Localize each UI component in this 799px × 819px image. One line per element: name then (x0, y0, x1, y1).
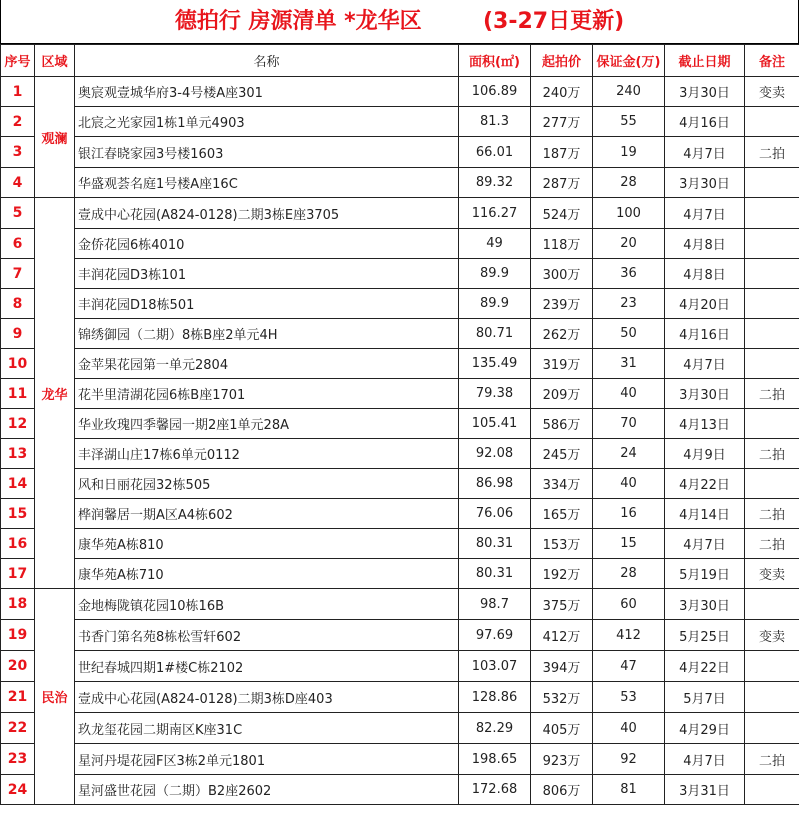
cell-price: 209万 (531, 379, 593, 409)
cell-name: 康华苑A栋710 (75, 559, 459, 589)
header-row (1, 45, 799, 77)
cell-seq: 15 (1, 499, 35, 529)
cell-deposit: 92 (593, 744, 665, 775)
cell-remark: 二拍 (745, 499, 799, 529)
cell-deposit: 16 (593, 499, 665, 529)
cell-seq: 16 (1, 529, 35, 559)
cell-seq: 22 (1, 713, 35, 744)
cell-seq: 12 (1, 409, 35, 439)
table-row (1, 168, 799, 198)
cell-remark (745, 775, 799, 805)
cell-seq: 2 (1, 107, 35, 137)
cell-seq: 19 (1, 620, 35, 651)
header-remark: 备注 (745, 45, 799, 77)
cell-deposit: 31 (593, 349, 665, 379)
header-seq: 序号 (1, 45, 35, 77)
cell-remark (745, 469, 799, 499)
cell-name: 银江春晓家园3号楼1603 (75, 137, 459, 168)
table-row (1, 499, 799, 529)
cell-deposit: 40 (593, 713, 665, 744)
cell-deposit: 70 (593, 409, 665, 439)
cell-remark: 变卖 (745, 620, 799, 651)
cell-deposit: 412 (593, 620, 665, 651)
cell-deposit: 15 (593, 529, 665, 559)
cell-remark (745, 651, 799, 682)
cell-seq: 8 (1, 289, 35, 319)
cell-area: 98.7 (459, 589, 531, 620)
cell-area: 92.08 (459, 439, 531, 469)
cell-remark (745, 713, 799, 744)
cell-remark: 变卖 (745, 77, 799, 107)
cell-area: 81.3 (459, 107, 531, 137)
cell-seq: 9 (1, 319, 35, 349)
cell-deadline: 3月30日 (665, 168, 745, 198)
cell-deadline: 3月31日 (665, 775, 745, 805)
table-row (1, 409, 799, 439)
cell-seq: 23 (1, 744, 35, 775)
cell-deposit: 53 (593, 682, 665, 713)
cell-seq: 3 (1, 137, 35, 168)
cell-name: 风和日丽花园32栋505 (75, 469, 459, 499)
cell-area: 103.07 (459, 651, 531, 682)
listing-table (0, 44, 799, 805)
table-row (1, 559, 799, 589)
cell-deadline: 4月7日 (665, 744, 745, 775)
cell-deadline: 3月30日 (665, 379, 745, 409)
cell-name: 玖龙玺花园二期南区K座31C (75, 713, 459, 744)
cell-deadline: 4月16日 (665, 107, 745, 137)
cell-area: 198.65 (459, 744, 531, 775)
cell-price: 532万 (531, 682, 593, 713)
table-row (1, 682, 799, 713)
cell-name: 金苹果花园第一单元2804 (75, 349, 459, 379)
cell-deadline: 4月13日 (665, 409, 745, 439)
cell-remark (745, 319, 799, 349)
cell-name: 书香门第名苑8栋松雪轩602 (75, 620, 459, 651)
cell-price: 187万 (531, 137, 593, 168)
table-row (1, 620, 799, 651)
cell-name: 北宸之光家园1栋1单元4903 (75, 107, 459, 137)
cell-seq: 14 (1, 469, 35, 499)
cell-area: 116.27 (459, 198, 531, 229)
cell-name: 金地梅陇镇花园10栋16B (75, 589, 459, 620)
cell-area: 66.01 (459, 137, 531, 168)
cell-deposit: 24 (593, 439, 665, 469)
cell-deposit: 36 (593, 259, 665, 289)
cell-remark: 二拍 (745, 379, 799, 409)
cell-price: 277万 (531, 107, 593, 137)
table-row (1, 198, 799, 229)
cell-remark (745, 198, 799, 229)
cell-deposit: 240 (593, 77, 665, 107)
cell-seq: 1 (1, 77, 35, 107)
cell-deadline: 4月22日 (665, 651, 745, 682)
cell-name: 星河丹堤花园F区3栋2单元1801 (75, 744, 459, 775)
cell-deposit: 20 (593, 229, 665, 259)
cell-price: 118万 (531, 229, 593, 259)
cell-remark: 二拍 (745, 439, 799, 469)
cell-price: 240万 (531, 77, 593, 107)
cell-name: 华盛观荟名庭1号楼A座16C (75, 168, 459, 198)
cell-district: 观澜 (35, 77, 75, 198)
cell-remark (745, 289, 799, 319)
table-row (1, 469, 799, 499)
cell-deadline: 4月14日 (665, 499, 745, 529)
table-row (1, 349, 799, 379)
cell-deposit: 28 (593, 168, 665, 198)
page-title: 德拍行 房源清单 *龙华区 (3-27日更新) (0, 0, 799, 44)
cell-area: 89.9 (459, 289, 531, 319)
cell-deposit: 55 (593, 107, 665, 137)
cell-area: 89.9 (459, 259, 531, 289)
cell-price: 239万 (531, 289, 593, 319)
cell-remark (745, 168, 799, 198)
header-price: 起拍价 (531, 45, 593, 77)
cell-deadline: 5月25日 (665, 620, 745, 651)
cell-seq: 6 (1, 229, 35, 259)
cell-area: 49 (459, 229, 531, 259)
table-row (1, 379, 799, 409)
cell-remark: 二拍 (745, 137, 799, 168)
cell-remark (745, 349, 799, 379)
cell-district: 龙华 (35, 198, 75, 589)
cell-area: 80.31 (459, 559, 531, 589)
cell-name: 壹成中心花园(A824-0128)二期3栋D座403 (75, 682, 459, 713)
table-row (1, 319, 799, 349)
cell-price: 375万 (531, 589, 593, 620)
cell-area: 76.06 (459, 499, 531, 529)
cell-price: 153万 (531, 529, 593, 559)
table-row (1, 775, 799, 805)
cell-remark (745, 229, 799, 259)
cell-area: 128.86 (459, 682, 531, 713)
cell-remark: 变卖 (745, 559, 799, 589)
cell-deadline: 4月16日 (665, 319, 745, 349)
cell-area: 79.38 (459, 379, 531, 409)
cell-price: 287万 (531, 168, 593, 198)
cell-seq: 17 (1, 559, 35, 589)
cell-deadline: 4月8日 (665, 229, 745, 259)
cell-name: 花半里清湖花园6栋B座1701 (75, 379, 459, 409)
cell-remark (745, 409, 799, 439)
table-row (1, 651, 799, 682)
table-body (1, 77, 799, 805)
cell-price: 334万 (531, 469, 593, 499)
table-row (1, 259, 799, 289)
cell-deadline: 4月7日 (665, 349, 745, 379)
cell-deadline: 5月19日 (665, 559, 745, 589)
cell-deadline: 3月30日 (665, 589, 745, 620)
cell-seq: 11 (1, 379, 35, 409)
cell-deposit: 60 (593, 589, 665, 620)
cell-deposit: 47 (593, 651, 665, 682)
cell-remark (745, 259, 799, 289)
table-row (1, 713, 799, 744)
cell-area: 80.71 (459, 319, 531, 349)
table-row (1, 77, 799, 107)
cell-name: 丰润花园D3栋101 (75, 259, 459, 289)
cell-deposit: 81 (593, 775, 665, 805)
cell-area: 97.69 (459, 620, 531, 651)
table-row (1, 744, 799, 775)
cell-price: 192万 (531, 559, 593, 589)
cell-area: 80.31 (459, 529, 531, 559)
cell-deposit: 100 (593, 198, 665, 229)
cell-name: 康华苑A栋810 (75, 529, 459, 559)
cell-deadline: 4月9日 (665, 439, 745, 469)
cell-seq: 7 (1, 259, 35, 289)
cell-remark (745, 589, 799, 620)
cell-price: 394万 (531, 651, 593, 682)
cell-deadline: 4月22日 (665, 469, 745, 499)
cell-deposit: 19 (593, 137, 665, 168)
cell-deposit: 23 (593, 289, 665, 319)
cell-seq: 24 (1, 775, 35, 805)
cell-area: 135.49 (459, 349, 531, 379)
header-district: 区域 (35, 45, 75, 77)
cell-deadline: 5月7日 (665, 682, 745, 713)
cell-price: 412万 (531, 620, 593, 651)
cell-price: 319万 (531, 349, 593, 379)
cell-price: 300万 (531, 259, 593, 289)
header-name: 名称 (75, 45, 459, 77)
cell-deadline: 4月8日 (665, 259, 745, 289)
cell-name: 华业玫瑰四季馨园一期2座1单元28A (75, 409, 459, 439)
cell-name: 丰泽湖山庄17栋6单元0112 (75, 439, 459, 469)
cell-price: 586万 (531, 409, 593, 439)
cell-remark (745, 682, 799, 713)
header-area: 面积(㎡) (459, 45, 531, 77)
cell-price: 524万 (531, 198, 593, 229)
cell-deposit: 40 (593, 379, 665, 409)
table-row (1, 289, 799, 319)
table-row (1, 229, 799, 259)
cell-price: 245万 (531, 439, 593, 469)
table-row (1, 107, 799, 137)
cell-name: 丰润花园D18栋501 (75, 289, 459, 319)
cell-price: 262万 (531, 319, 593, 349)
cell-deposit: 50 (593, 319, 665, 349)
cell-deposit: 40 (593, 469, 665, 499)
cell-deadline: 4月29日 (665, 713, 745, 744)
cell-seq: 20 (1, 651, 35, 682)
cell-deadline: 4月20日 (665, 289, 745, 319)
cell-remark: 二拍 (745, 529, 799, 559)
header-deadline: 截止日期 (665, 45, 745, 77)
cell-seq: 10 (1, 349, 35, 379)
cell-area: 86.98 (459, 469, 531, 499)
cell-name: 桦润馨居一期A区A4栋602 (75, 499, 459, 529)
cell-name: 金侨花园6栋4010 (75, 229, 459, 259)
cell-area: 105.41 (459, 409, 531, 439)
table-row (1, 589, 799, 620)
cell-name: 星河盛世花园（二期）B2座2602 (75, 775, 459, 805)
table-row (1, 137, 799, 168)
cell-deadline: 3月30日 (665, 77, 745, 107)
cell-deadline: 4月7日 (665, 529, 745, 559)
cell-deposit: 28 (593, 559, 665, 589)
cell-area: 172.68 (459, 775, 531, 805)
cell-area: 82.29 (459, 713, 531, 744)
cell-seq: 5 (1, 198, 35, 229)
cell-seq: 4 (1, 168, 35, 198)
cell-seq: 21 (1, 682, 35, 713)
cell-district: 民治 (35, 589, 75, 805)
cell-price: 806万 (531, 775, 593, 805)
cell-name: 世纪春城四期1#楼C栋2102 (75, 651, 459, 682)
table-row (1, 529, 799, 559)
table-row (1, 439, 799, 469)
cell-name: 壹成中心花园(A824-0128)二期3栋E座3705 (75, 198, 459, 229)
cell-price: 405万 (531, 713, 593, 744)
cell-area: 106.89 (459, 77, 531, 107)
cell-name: 奥宸观壹城华府3-4号楼A座301 (75, 77, 459, 107)
header-deposit: 保证金(万) (593, 45, 665, 77)
cell-remark: 二拍 (745, 744, 799, 775)
cell-deadline: 4月7日 (665, 198, 745, 229)
cell-remark (745, 107, 799, 137)
cell-area: 89.32 (459, 168, 531, 198)
cell-deadline: 4月7日 (665, 137, 745, 168)
cell-seq: 18 (1, 589, 35, 620)
cell-name: 锦绣御园（二期）8栋B座2单元4H (75, 319, 459, 349)
cell-price: 165万 (531, 499, 593, 529)
cell-price: 923万 (531, 744, 593, 775)
cell-seq: 13 (1, 439, 35, 469)
